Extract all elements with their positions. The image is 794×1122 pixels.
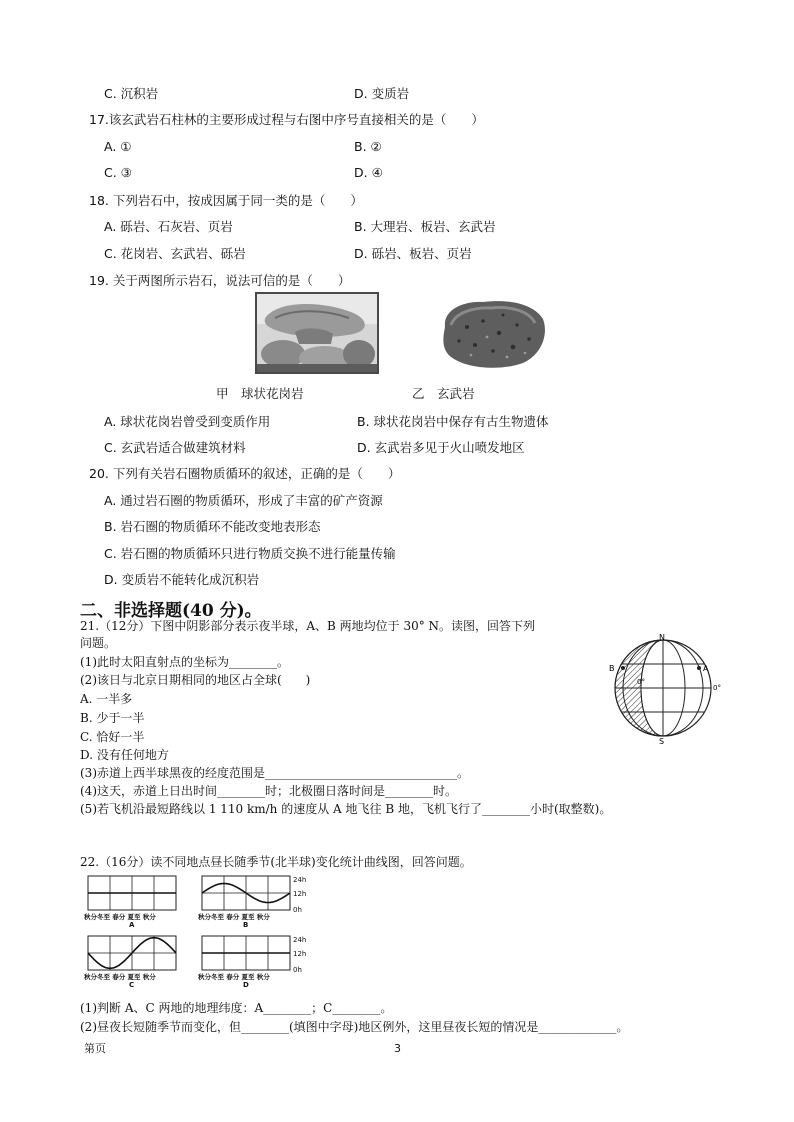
- q22-part2: (2)昼夜长短随季节而变化，但________(填图中字母)地区例外，这里昼夜长短的情况是_____________。: [80, 1020, 629, 1034]
- day-length-charts: [82, 872, 318, 998]
- q20-option-b: B. 岩石圈的物质循环不能改变地表形态: [104, 519, 321, 534]
- q22-part1: (1)判断 A、C 两地的地理纬度：A________；C________。: [80, 1001, 393, 1015]
- y-tick-label: 24h: [293, 876, 307, 884]
- q17-option-c: C. ③: [104, 165, 132, 180]
- globe-label-n: N: [659, 633, 665, 642]
- q21-option-a: A. 一半多: [80, 692, 133, 706]
- x-axis-labels: 秋分冬至 春分 夏至 秋分: [198, 973, 270, 981]
- q18-option-b: B. 大理岩、板岩、玄武岩: [354, 219, 496, 234]
- chart-panel-label: C: [129, 981, 135, 989]
- q19-option-c: C. 玄武岩适合做建筑材料: [104, 440, 246, 455]
- q17-option-a: A. ①: [104, 139, 132, 154]
- q21-stem-line1: 21.（12分）下图中阴影部分表示夜半球，A、B 两地均位于 30° N。读图，回答下列: [80, 619, 536, 633]
- q20-option-c: C. 岩石圈的物质循环只进行物质交换不进行能量传输: [104, 546, 396, 561]
- q21-stem-line2: 问题。: [80, 636, 117, 650]
- q17-option-b: B. ②: [354, 139, 382, 154]
- globe-label-b: B: [609, 664, 615, 673]
- y-tick-label: 24h: [293, 936, 307, 944]
- footer-label: 第页: [84, 1042, 106, 1055]
- q19-option-a: A. 球状花岗岩曾受到变质作用: [104, 414, 271, 429]
- x-axis-labels: 秋分冬至 春分 夏至 秋分: [198, 913, 270, 921]
- y-tick-label: 0h: [293, 906, 302, 914]
- q18-option-c: C. 花岗岩、玄武岩、砾岩: [104, 246, 246, 261]
- x-axis-labels: 秋分冬至 春分 夏至 秋分: [84, 973, 156, 981]
- q18-stem: 18. 下列岩石中，按成因属于同一类的是（ ）: [89, 193, 363, 208]
- spherical-granite-photo: [255, 292, 379, 374]
- q18-option-a: A. 砾岩、石灰岩、页岩: [104, 219, 233, 234]
- q17-option-d: D. ④: [354, 165, 383, 180]
- q19-option-b: B. 球状花岗岩中保存有古生物遗体: [357, 414, 549, 429]
- q21-option-c: C. 恰好一半: [80, 730, 145, 744]
- q20-stem: 20. 下列有关岩石圈物质循环的叙述，正确的是（ ）: [89, 466, 401, 481]
- q20-option-a: A. 通过岩石圈的物质循环，形成了丰富的矿产资源: [104, 493, 383, 508]
- caption-basalt: 乙 玄武岩: [412, 386, 475, 401]
- chart-panel-label: B: [243, 921, 249, 929]
- day-night-globe-diagram: [603, 632, 727, 744]
- globe-label-lat0: 0°: [713, 684, 721, 692]
- section-heading: 二、非选择题(40 分)。: [80, 601, 262, 621]
- page-number: 3: [394, 1042, 401, 1055]
- caption-spherical-granite: 甲 球状花岗岩: [216, 386, 304, 401]
- globe-label-s: S: [659, 737, 665, 744]
- x-axis-labels: 秋分冬至 春分 夏至 秋分: [84, 913, 156, 921]
- q16-option-d: D. 变质岩: [354, 86, 410, 101]
- q21-part5: (5)若飞机沿最短路线以 1 110 km/h 的速度从 A 地飞往 B 地，飞机飞行了________小时(取整数)。: [80, 802, 612, 816]
- basalt-photo: [437, 297, 549, 371]
- q16-option-c: C. 沉积岩: [104, 86, 159, 101]
- q18-option-d: D. 砾岩、板岩、页岩: [354, 246, 472, 261]
- q21-option-d: D. 没有任何地方: [80, 748, 169, 762]
- globe-label-lon0: 0°: [637, 678, 645, 686]
- y-tick-label: 12h: [293, 950, 307, 958]
- chart-panel-label: D: [243, 981, 249, 989]
- q20-option-d: D. 变质岩不能转化成沉积岩: [104, 572, 260, 587]
- q21-part2: (2)该日与北京日期相同的地区占全球( ): [80, 673, 311, 687]
- y-tick-label: 0h: [293, 966, 302, 974]
- y-tick-label: 12h: [293, 890, 307, 898]
- globe-label-a: A: [703, 664, 709, 673]
- q21-part4: (4)这天，赤道上日出时间________时；北极圈日落时间是________时。: [80, 784, 458, 798]
- q21-part1: (1)此时太阳直射点的坐标为________。: [80, 655, 289, 669]
- q21-option-b: B. 少于一半: [80, 711, 145, 725]
- q19-stem: 19. 关于两图所示岩石，说法可信的是（ ）: [89, 273, 351, 288]
- q21-part3: (3)赤道上西半球黑夜的经度范围是________________________________。: [80, 766, 469, 780]
- q19-option-d: D. 玄武岩多见于火山喷发地区: [357, 440, 525, 455]
- q22-stem: 22.（16分）读不同地点昼长随季节(北半球)变化统计曲线图，回答问题。: [80, 855, 472, 869]
- q17-stem: 17.该玄武岩石柱林的主要形成过程与右图中序号直接相关的是（ ）: [89, 112, 484, 127]
- chart-panel-label: A: [129, 921, 135, 929]
